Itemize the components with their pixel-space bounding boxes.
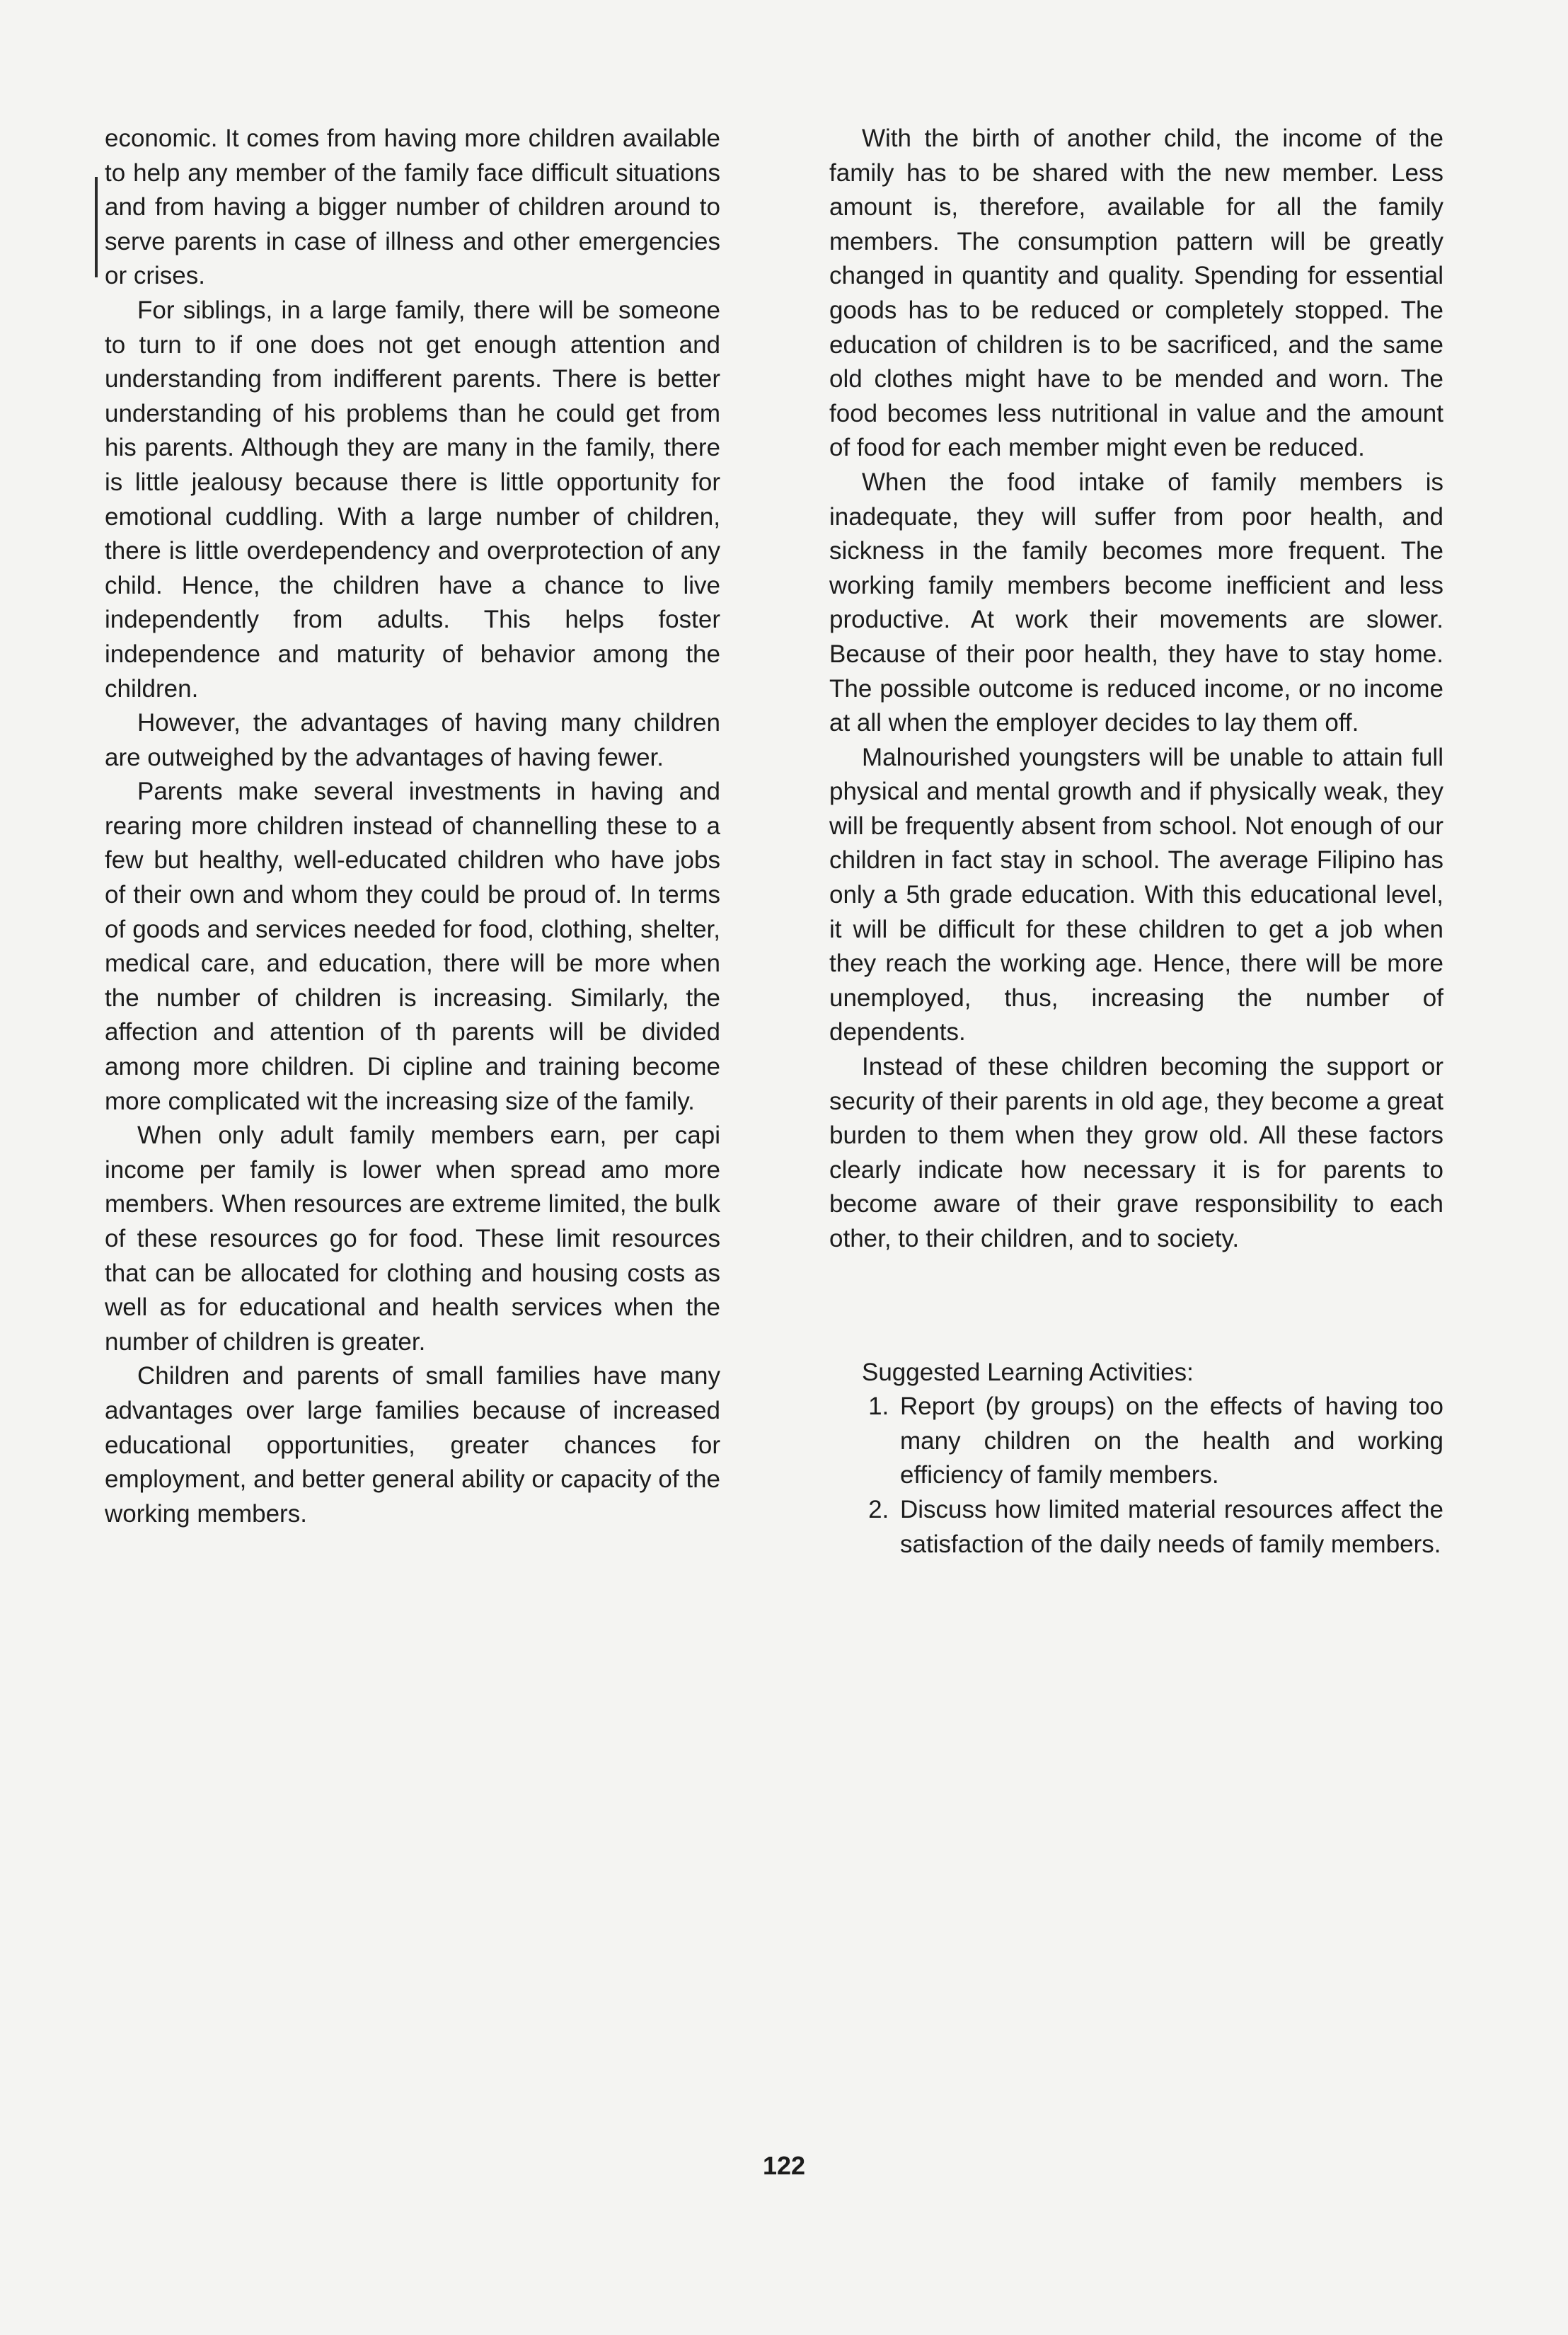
list-item: 1. Report (by groups) on the effects of having too many children on the health and working efficiency of family members. <box>896 1390 1443 1493</box>
paragraph: Instead of these children becoming the support or security of their parents in old age, they become a great burden to them when they grow old. All these factors clearly indicate how necessary it is for parents to become aware of their grave responsibility to each other, to their children, and to society. <box>829 1053 1443 1252</box>
activities-heading: Suggested Learning Activities: <box>862 1358 1194 1386</box>
left-column <box>105 122 720 1531</box>
page-number: 122 <box>762 2151 806 2180</box>
paragraph: Parents make several investments in having and rearing more children instead of channelling these to a few but healthy, well-educated children who have jobs of their own and whom they could be proud of. In terms of goods and services needed for food, clothing, shelter, medical care, and education, there will be more when the number of children is increasing. Similarly, the affection and attention of th parents will be divided among more children. Di cipline and training become more complicated wit the increasing size of the family. <box>105 778 720 1115</box>
paragraph: economic. It comes from having more children available to help any member of the family face difficult situations and from having a bigger number of children around to serve parents in case of illness and other emergencies or crises. <box>105 125 720 290</box>
right-column <box>829 122 1443 1562</box>
paragraph: With the birth of another child, the income of the family has to be shared with the new member. Less amount is, therefore, available for all the family members. The consumption pattern will be greatly changed in quantity and quality. Spending for essential goods has to be reduced or completely stopped. The education of children is to be sacrificed, and the same old clothes might have to be mended and worn. The food becomes less nutritional in value and the amount of food for each member might even be reduced. <box>829 125 1443 462</box>
paragraph: When only adult family members earn, per capi income per family is lower when spread amo more members. When resources are extreme limited, the bulk of these resources go for food. These limit resources that can be allocated for clothing and housing costs as well as for educational and health services when the number of children is greater. <box>105 1122 720 1356</box>
paragraph: For siblings, in a large family, there will be someone to turn to if one does not get enough attention and understanding from indifferent parents. There is better understanding of his problems than he could get from his parents. Although they are many in the family, there is little jealousy because there is little opportunity for emotional cuddling. With a large number of children, there is little overdependency and overprotection of any child. Hence, the children have a chance to live independently from adults. This helps foster independence and maturity of behavior among the children. <box>105 296 720 703</box>
learning-activities <box>829 1356 1443 1562</box>
paragraph: However, the advantages of having many children are outweighed by the advantages of having fewer. <box>105 709 720 771</box>
paragraph: Children and parents of small families have many advantages over large families because of increased educational opportunities, greater chances for employment, and better general ability or capacity of the working members. <box>105 1362 720 1528</box>
margin-line <box>95 177 98 277</box>
paragraph: When the food intake of family members is inadequate, they will suffer from poor health, and sickness in the family becomes more frequent. The working family members become inefficient and less productive. At work their movements are slower. Because of their poor health, they have to stay home. The possible outcome is reduced income, or no income at all when the employer decides to lay them off. <box>829 468 1443 737</box>
activities-list <box>829 1390 1443 1562</box>
list-item: 2. Discuss how limited material resources affect the satisfaction of the daily needs of family members. <box>896 1493 1443 1562</box>
paragraph: Malnourished youngsters will be unable to attain full physical and mental growth and if physically weak, they will be frequently absent from school. Not enough of our children in fact stay in school. The average Filipino has only a 5th grade education. With this educational level, it will be difficult for these children to get a job when they reach the working age. Hence, there will be more unemployed, thus, increasing the number of dependents. <box>829 743 1443 1047</box>
